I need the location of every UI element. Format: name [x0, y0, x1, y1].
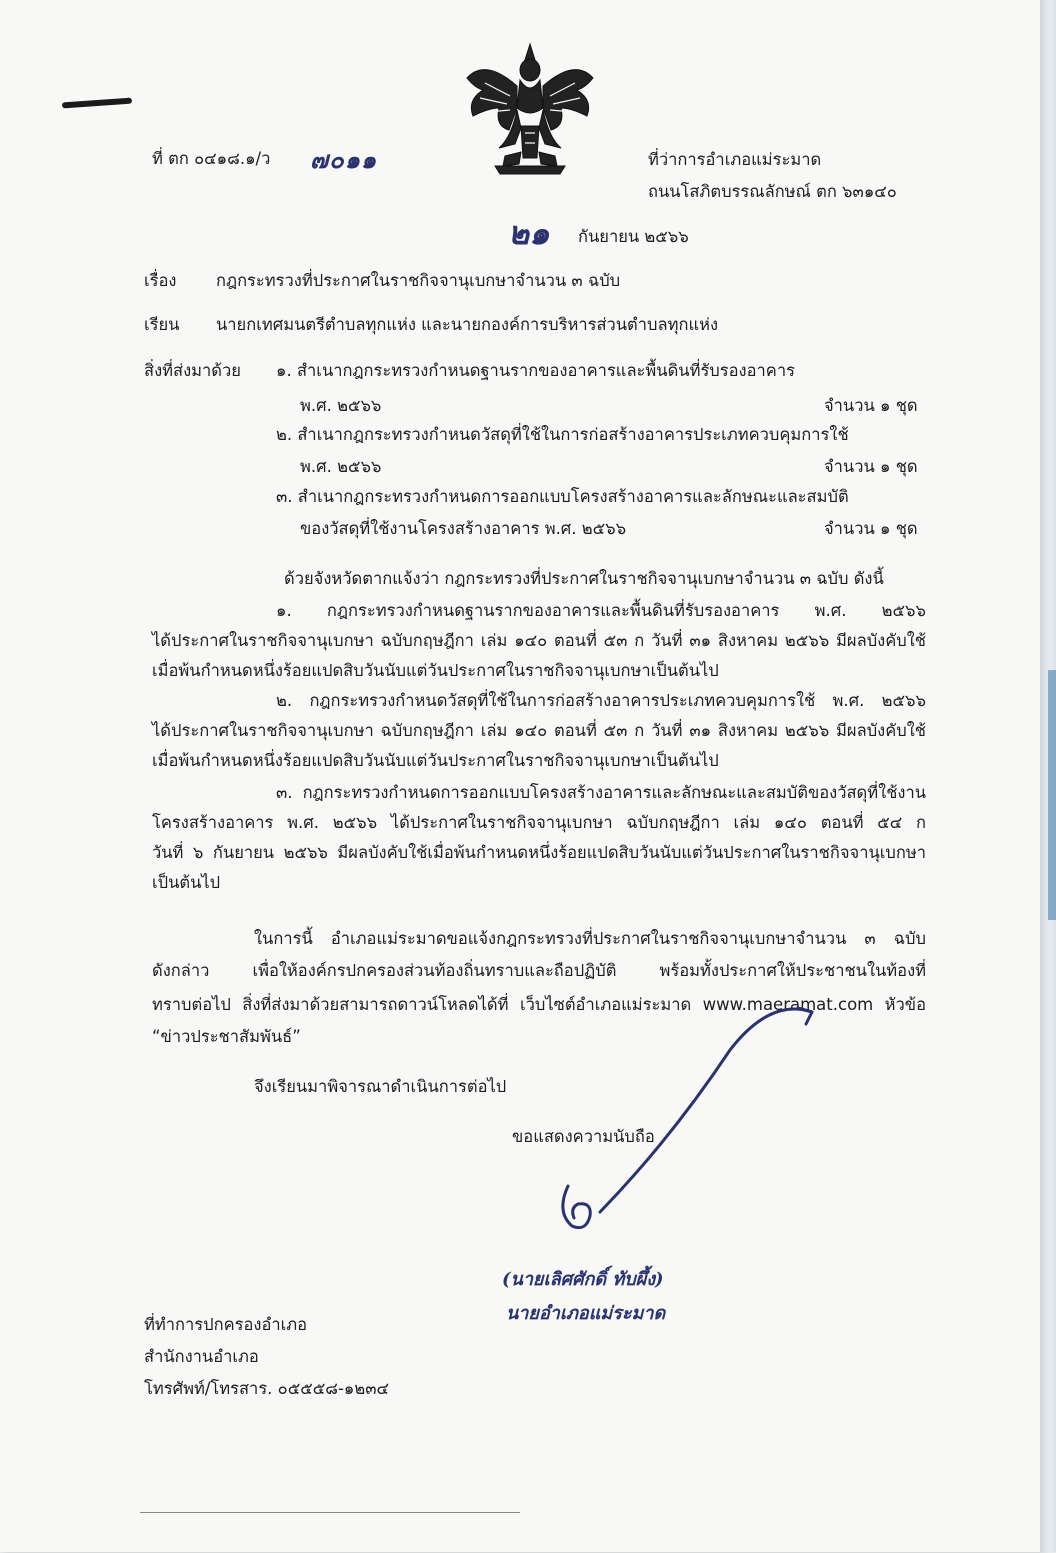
enclosure-item-2-line1: ๒. สำเนากฎกระทรวงกำหนดวัสดุที่ใช้ในการก่อสร้างอาคารประเภทควบคุมการใช้: [276, 425, 849, 444]
scan-edge-color: [1048, 670, 1056, 920]
para-1-line-2: ได้ประกาศในราชกิจจานุเบกษา ฉบับกฤษฎีกา เล่ม ๑๔๐ ตอนที่ ๕๓ ก วันที่ ๓๑ สิงหาคม ๒๕๖๖ มีผลบังคับใช้: [152, 631, 926, 650]
signatory-name: (นายเลิศศักดิ์ ทับผึ้ง): [502, 1269, 664, 1290]
footer-office: สำนักงานอำเภอ: [144, 1347, 259, 1366]
signatory-title: นายอำเภอแม่ระมาด: [506, 1303, 666, 1324]
reference-number-handwritten: ๗๐๑๑: [310, 145, 378, 174]
para-4-line-4: “ข่าวประชาสัมพันธ์”: [152, 1027, 301, 1046]
para-1-line-3: เมื่อพ้นกำหนดหนึ่งร้อยแปดสิบวันนับแต่วันประกาศในราชกิจจานุเบกษาเป็นต้นไป: [152, 661, 719, 680]
enclosures-label: สิ่งที่ส่งมาด้วย: [144, 361, 241, 380]
office-address: ถนนโสภิตบรรณลักษณ์ ตก ๖๓๑๔๐: [648, 182, 897, 201]
office-name: ที่ว่าการอำเภอแม่ระมาด: [648, 150, 822, 169]
enclosure-item-2-line2: พ.ศ. ๒๕๖๖: [300, 457, 382, 476]
enclosure-item-1-line2: พ.ศ. ๒๕๖๖: [300, 396, 382, 415]
closing-line: จึงเรียนมาพิจารณาดำเนินการต่อไป: [254, 1077, 507, 1096]
to-label: เรียน: [144, 315, 180, 334]
subject-text: กฎกระทรวงที่ประกาศในราชกิจจานุเบกษาจำนวน ๓ ฉบับ: [216, 271, 621, 290]
para-4-line-3: ทราบต่อไป สิ่งที่ส่งมาด้วยสามารถดาวน์โหลดได้ที่ เว็บไซต์อำเภอแม่ระมาด www.maeramat.com หัวข้อ: [152, 995, 926, 1014]
enclosure-item-3-line1: ๓. สำเนากฎกระทรวงกำหนดการออกแบบโครงสร้างอาคารและลักษณะและสมบัติ: [276, 487, 849, 506]
footer-phone: โทรศัพท์/โทรสาร. ๐๕๕๕๘-๑๒๓๔: [144, 1379, 390, 1398]
reference-number-prefix: ที่ ตก ๐๔๑๘.๑/ว: [152, 149, 271, 168]
regards-line: ขอแสดงความนับถือ: [512, 1127, 655, 1146]
enclosure-item-3-qty: จำนวน ๑ ชุด: [824, 519, 918, 538]
body-intro: ด้วยจังหวัดตากแจ้งว่า กฎกระทรวงที่ประกาศในราชกิจจานุเบกษาจำนวน ๓ ฉบับ ดังนี้: [284, 569, 884, 588]
pen-mark: [62, 98, 132, 109]
signature: [520, 990, 820, 1230]
to-text: นายกเทศมนตรีตำบลทุกแห่ง และนายกองค์การบริหารส่วนตำบลทุกแห่ง: [216, 315, 719, 334]
para-4-line-1: ในการนี้ อำเภอแม่ระมาดขอแจ้งกฎกระทรวงที่ประกาศในราชกิจจานุเบกษาจำนวน ๓ ฉบับ: [254, 929, 926, 948]
enclosure-item-1-line1: ๑. สำเนากฎกระทรวงกำหนดฐานรากของอาคารและพื้นดินที่รับรองอาคาร: [276, 361, 795, 380]
para-2-line-1: ๒. กฎกระทรวงกำหนดวัสดุที่ใช้ในการก่อสร้างอาคารประเภทควบคุมการใช้ พ.ศ. ๒๕๖๖: [276, 691, 926, 710]
enclosure-item-3-line2: ของวัสดุที่ใช้งานโครงสร้างอาคาร พ.ศ. ๒๕๖๖: [300, 519, 627, 538]
scan-edge-artifact: [140, 1512, 520, 1553]
date-day-handwritten: ๒๑: [508, 214, 550, 252]
para-2-line-3: เมื่อพ้นกำหนดหนึ่งร้อยแปดสิบวันนับแต่วันประกาศในราชกิจจานุเบกษาเป็นต้นไป: [152, 751, 719, 770]
enclosure-item-1-qty: จำนวน ๑ ชุด: [824, 396, 918, 415]
garuda-emblem-icon: [455, 38, 605, 178]
para-3-line-4: เป็นต้นไป: [152, 873, 221, 892]
para-4-line-2: ดังกล่าว เพื่อให้องค์กรปกครองส่วนท้องถิ่นทราบและถือปฏิบัติ พร้อมทั้งประกาศให้ประชาชนในท้องที่: [152, 961, 926, 980]
para-1-line-1: ๑. กฎกระทรวงกำหนดฐานรากของอาคารและพื้นดินที่รับรองอาคาร พ.ศ. ๒๕๖๖: [276, 601, 926, 620]
para-2-line-2: ได้ประกาศในราชกิจจานุเบกษา ฉบับกฤษฎีกา เล่ม ๑๔๐ ตอนที่ ๕๓ ก วันที่ ๓๑ สิงหาคม ๒๕๖๖ มีผลบังคับใช้: [152, 721, 926, 740]
footer-dept: ที่ทำการปกครองอำเภอ: [144, 1315, 308, 1334]
enclosure-item-2-qty: จำนวน ๑ ชุด: [824, 457, 918, 476]
date-month-year: กันยายน ๒๕๖๖: [578, 227, 689, 246]
para-3-line-2: โครงสร้างอาคาร พ.ศ. ๒๕๖๖ ได้ประกาศในราชกิจจานุเบกษา ฉบับกฤษฎีกา เล่ม ๑๔๐ ตอนที่ ๕๔ ก: [152, 813, 926, 832]
subject-label: เรื่อง: [144, 271, 177, 290]
para-3-line-1: ๓. กฎกระทรวงกำหนดการออกแบบโครงสร้างอาคารและลักษณะและสมบัติของวัสดุที่ใช้งาน: [276, 783, 926, 802]
para-3-line-3: วันที่ ๖ กันยายน ๒๕๖๖ มีผลบังคับใช้เมื่อพ้นกำหนดหนึ่งร้อยแปดสิบวันนับแต่วันประกาศในราชกิจจานุเบกษา: [152, 843, 926, 862]
